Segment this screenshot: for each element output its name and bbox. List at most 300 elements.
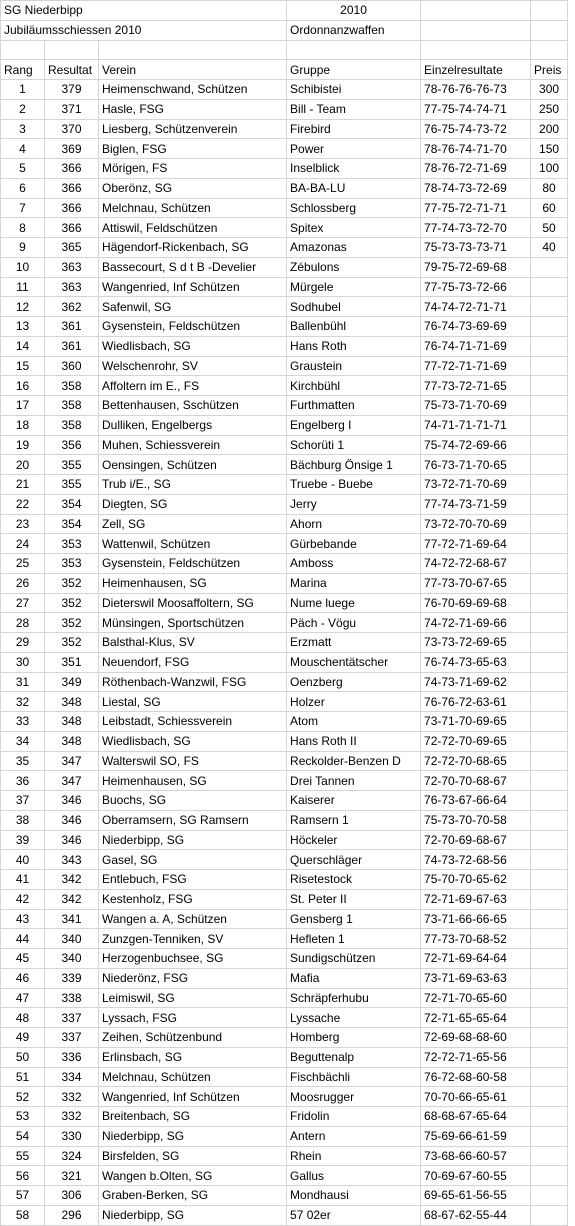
singles-cell[interactable]: 72-71-69-64-64 xyxy=(421,949,531,969)
rank-cell[interactable]: 47 xyxy=(1,988,45,1008)
group-cell[interactable]: Höckeler xyxy=(287,830,421,850)
header-singles[interactable]: Einzelresultate xyxy=(421,60,531,80)
rank-cell[interactable]: 54 xyxy=(1,1126,45,1146)
result-cell[interactable]: 337 xyxy=(45,1028,99,1048)
group-cell[interactable]: Hans Roth II xyxy=(287,731,421,751)
prize-cell[interactable] xyxy=(531,356,568,376)
result-cell[interactable]: 358 xyxy=(45,396,99,416)
result-cell[interactable]: 347 xyxy=(45,751,99,771)
rank-cell[interactable]: 21 xyxy=(1,475,45,495)
result-cell[interactable]: 296 xyxy=(45,1205,99,1225)
group-cell[interactable]: Fischbächli xyxy=(287,1067,421,1087)
singles-cell[interactable]: 76-74-73-65-63 xyxy=(421,652,531,672)
group-cell[interactable]: Moosrugger xyxy=(287,1087,421,1107)
club-cell[interactable]: Wangen b.Olten, SG xyxy=(99,1166,287,1186)
singles-cell[interactable]: 72-71-65-65-64 xyxy=(421,1008,531,1028)
result-cell[interactable]: 337 xyxy=(45,1008,99,1028)
singles-cell[interactable]: 77-72-71-69-64 xyxy=(421,534,531,554)
rank-cell[interactable]: 30 xyxy=(1,652,45,672)
club-cell[interactable]: Oberramsern, SG Ramsern xyxy=(99,810,287,830)
club-cell[interactable]: Niederbipp, SG xyxy=(99,1126,287,1146)
singles-cell[interactable]: 75-73-73-73-71 xyxy=(421,238,531,258)
singles-cell[interactable]: 69-65-61-56-55 xyxy=(421,1186,531,1206)
prize-cell[interactable] xyxy=(531,494,568,514)
group-cell[interactable]: Hans Roth xyxy=(287,336,421,356)
group-cell[interactable]: Nume luege xyxy=(287,593,421,613)
club-cell[interactable]: Niederbipp, SG xyxy=(99,1205,287,1225)
group-cell[interactable]: Querschläger xyxy=(287,850,421,870)
rank-cell[interactable]: 24 xyxy=(1,534,45,554)
singles-cell[interactable]: 77-72-71-71-69 xyxy=(421,356,531,376)
prize-cell[interactable] xyxy=(531,534,568,554)
group-cell[interactable]: Kirchbühl xyxy=(287,376,421,396)
result-cell[interactable]: 347 xyxy=(45,771,99,791)
singles-cell[interactable]: 73-72-70-70-69 xyxy=(421,514,531,534)
rank-cell[interactable]: 49 xyxy=(1,1028,45,1048)
club-cell[interactable]: Wiedlisbach, SG xyxy=(99,336,287,356)
rank-cell[interactable]: 8 xyxy=(1,218,45,238)
empty-cell[interactable] xyxy=(287,40,421,60)
empty-cell[interactable] xyxy=(531,40,568,60)
prize-cell[interactable] xyxy=(531,435,568,455)
rank-cell[interactable]: 22 xyxy=(1,494,45,514)
result-cell[interactable]: 341 xyxy=(45,909,99,929)
singles-cell[interactable]: 77-74-73-72-70 xyxy=(421,218,531,238)
club-cell[interactable]: Wangenried, Inf Schützen xyxy=(99,277,287,297)
group-cell[interactable]: Marina xyxy=(287,573,421,593)
prize-cell[interactable] xyxy=(531,573,568,593)
club-cell[interactable]: Entlebuch, FSG xyxy=(99,870,287,890)
prize-cell[interactable] xyxy=(531,870,568,890)
result-cell[interactable]: 361 xyxy=(45,317,99,337)
group-cell[interactable]: Inselblick xyxy=(287,159,421,179)
singles-cell[interactable]: 73-71-66-66-65 xyxy=(421,909,531,929)
rank-cell[interactable]: 9 xyxy=(1,238,45,258)
group-cell[interactable]: Hefleten 1 xyxy=(287,929,421,949)
singles-cell[interactable]: 75-73-70-70-58 xyxy=(421,810,531,830)
club-cell[interactable]: Niederbipp, SG xyxy=(99,830,287,850)
prize-cell[interactable] xyxy=(531,376,568,396)
club-cell[interactable]: Gysenstein, Feldschützen xyxy=(99,317,287,337)
rank-cell[interactable]: 25 xyxy=(1,554,45,574)
group-cell[interactable]: Bill - Team xyxy=(287,99,421,119)
result-cell[interactable]: 348 xyxy=(45,731,99,751)
group-cell[interactable]: Ramsern 1 xyxy=(287,810,421,830)
empty-cell[interactable] xyxy=(531,20,568,40)
result-cell[interactable]: 371 xyxy=(45,99,99,119)
club-cell[interactable]: Birsfelden, SG xyxy=(99,1146,287,1166)
rank-cell[interactable]: 43 xyxy=(1,909,45,929)
rank-cell[interactable]: 16 xyxy=(1,376,45,396)
empty-cell[interactable] xyxy=(421,40,531,60)
group-cell[interactable]: Ahorn xyxy=(287,514,421,534)
prize-cell[interactable] xyxy=(531,889,568,909)
rank-cell[interactable]: 18 xyxy=(1,415,45,435)
rank-cell[interactable]: 42 xyxy=(1,889,45,909)
singles-cell[interactable]: 76-75-74-73-72 xyxy=(421,119,531,139)
club-cell[interactable]: Balsthal-Klus, SV xyxy=(99,633,287,653)
rank-cell[interactable]: 27 xyxy=(1,593,45,613)
header-prize[interactable]: Preis xyxy=(531,60,568,80)
group-cell[interactable]: Jerry xyxy=(287,494,421,514)
prize-cell[interactable] xyxy=(531,554,568,574)
rank-cell[interactable]: 38 xyxy=(1,810,45,830)
group-cell[interactable]: Gensberg 1 xyxy=(287,909,421,929)
rank-cell[interactable]: 17 xyxy=(1,396,45,416)
singles-cell[interactable]: 76-72-68-60-58 xyxy=(421,1067,531,1087)
prize-cell[interactable] xyxy=(531,771,568,791)
club-cell[interactable]: Heimenhausen, SG xyxy=(99,771,287,791)
club-cell[interactable]: Welschenrohr, SV xyxy=(99,356,287,376)
empty-cell[interactable] xyxy=(421,1,531,21)
club-cell[interactable]: Safenwil, SG xyxy=(99,297,287,317)
club-cell[interactable]: Dieterswil Moosaffoltern, SG xyxy=(99,593,287,613)
empty-cell[interactable] xyxy=(531,1,568,21)
club-cell[interactable]: Affoltern im E., FS xyxy=(99,376,287,396)
club-cell[interactable]: Wangen a. A, Schützen xyxy=(99,909,287,929)
result-cell[interactable]: 349 xyxy=(45,672,99,692)
rank-cell[interactable]: 57 xyxy=(1,1186,45,1206)
prize-cell[interactable] xyxy=(531,712,568,732)
group-cell[interactable]: Kaiserer xyxy=(287,791,421,811)
result-cell[interactable]: 346 xyxy=(45,830,99,850)
prize-cell[interactable] xyxy=(531,455,568,475)
prize-cell[interactable] xyxy=(531,257,568,277)
club-cell[interactable]: Heimenhausen, SG xyxy=(99,573,287,593)
singles-cell[interactable]: 77-74-73-71-59 xyxy=(421,494,531,514)
prize-cell[interactable] xyxy=(531,613,568,633)
result-cell[interactable]: 358 xyxy=(45,415,99,435)
club-cell[interactable]: Herzogenbuchsee, SG xyxy=(99,949,287,969)
result-cell[interactable]: 352 xyxy=(45,573,99,593)
rank-cell[interactable]: 3 xyxy=(1,119,45,139)
prize-cell[interactable] xyxy=(531,830,568,850)
singles-cell[interactable]: 78-76-72-71-69 xyxy=(421,159,531,179)
rank-cell[interactable]: 5 xyxy=(1,159,45,179)
group-cell[interactable]: Schlossberg xyxy=(287,198,421,218)
club-cell[interactable]: Leimiswil, SG xyxy=(99,988,287,1008)
group-cell[interactable]: Päch - Vögu xyxy=(287,613,421,633)
singles-cell[interactable]: 70-70-66-65-61 xyxy=(421,1087,531,1107)
rank-cell[interactable]: 41 xyxy=(1,870,45,890)
rank-cell[interactable]: 20 xyxy=(1,455,45,475)
result-cell[interactable]: 321 xyxy=(45,1166,99,1186)
result-cell[interactable]: 324 xyxy=(45,1146,99,1166)
singles-cell[interactable]: 72-72-70-68-65 xyxy=(421,751,531,771)
result-cell[interactable]: 339 xyxy=(45,968,99,988)
rank-cell[interactable]: 6 xyxy=(1,178,45,198)
result-cell[interactable]: 352 xyxy=(45,593,99,613)
result-cell[interactable]: 332 xyxy=(45,1107,99,1127)
singles-cell[interactable]: 72-70-69-68-67 xyxy=(421,830,531,850)
rank-cell[interactable]: 15 xyxy=(1,356,45,376)
group-cell[interactable]: Spitex xyxy=(287,218,421,238)
club-cell[interactable]: Graben-Berken, SG xyxy=(99,1186,287,1206)
club-cell[interactable]: Buochs, SG xyxy=(99,791,287,811)
singles-cell[interactable]: 75-74-72-69-66 xyxy=(421,435,531,455)
singles-cell[interactable]: 75-69-66-61-59 xyxy=(421,1126,531,1146)
result-cell[interactable]: 366 xyxy=(45,218,99,238)
rank-cell[interactable]: 56 xyxy=(1,1166,45,1186)
result-cell[interactable]: 340 xyxy=(45,949,99,969)
group-cell[interactable]: Schorüti 1 xyxy=(287,435,421,455)
club-cell[interactable]: Neuendorf, FSG xyxy=(99,652,287,672)
singles-cell[interactable]: 77-75-74-74-71 xyxy=(421,99,531,119)
prize-cell[interactable] xyxy=(531,1008,568,1028)
result-cell[interactable]: 354 xyxy=(45,494,99,514)
prize-cell[interactable] xyxy=(531,1126,568,1146)
rank-cell[interactable]: 37 xyxy=(1,791,45,811)
prize-cell[interactable] xyxy=(531,1166,568,1186)
singles-cell[interactable]: 73-72-71-70-69 xyxy=(421,475,531,495)
rank-cell[interactable]: 10 xyxy=(1,257,45,277)
club-cell[interactable]: Liestal, SG xyxy=(99,692,287,712)
prize-cell[interactable] xyxy=(531,692,568,712)
club-cell[interactable]: Oberönz, SG xyxy=(99,178,287,198)
group-cell[interactable]: Gallus xyxy=(287,1166,421,1186)
result-cell[interactable]: 370 xyxy=(45,119,99,139)
club-cell[interactable]: Münsingen, Sportschützen xyxy=(99,613,287,633)
rank-cell[interactable]: 55 xyxy=(1,1146,45,1166)
result-cell[interactable]: 346 xyxy=(45,810,99,830)
year-cell[interactable]: 2010 xyxy=(287,1,421,21)
club-cell[interactable]: Diegten, SG xyxy=(99,494,287,514)
club-cell[interactable]: Oensingen, Schützen xyxy=(99,455,287,475)
rank-cell[interactable]: 51 xyxy=(1,1067,45,1087)
rank-cell[interactable]: 4 xyxy=(1,139,45,159)
prize-cell[interactable] xyxy=(531,1047,568,1067)
prize-cell[interactable] xyxy=(531,475,568,495)
group-cell[interactable]: Lyssache xyxy=(287,1008,421,1028)
singles-cell[interactable]: 76-74-73-69-69 xyxy=(421,317,531,337)
singles-cell[interactable]: 76-73-71-70-65 xyxy=(421,455,531,475)
group-cell[interactable]: Beguttenalp xyxy=(287,1047,421,1067)
result-cell[interactable]: 358 xyxy=(45,376,99,396)
rank-cell[interactable]: 12 xyxy=(1,297,45,317)
club-cell[interactable]: Mörigen, FS xyxy=(99,159,287,179)
prize-cell[interactable] xyxy=(531,672,568,692)
result-cell[interactable]: 366 xyxy=(45,198,99,218)
category-cell[interactable]: Ordonnanzwaffen xyxy=(287,20,421,40)
prize-cell[interactable] xyxy=(531,1205,568,1225)
club-title[interactable]: SG Niederbipp xyxy=(1,1,287,21)
club-cell[interactable]: Zunzgen-Tenniken, SV xyxy=(99,929,287,949)
result-cell[interactable]: 343 xyxy=(45,850,99,870)
result-cell[interactable]: 334 xyxy=(45,1067,99,1087)
group-cell[interactable]: Oenzberg xyxy=(287,672,421,692)
rank-cell[interactable]: 52 xyxy=(1,1087,45,1107)
club-cell[interactable]: Kestenholz, FSG xyxy=(99,889,287,909)
prize-cell[interactable] xyxy=(531,415,568,435)
club-cell[interactable]: Biglen, FSG xyxy=(99,139,287,159)
singles-cell[interactable]: 73-73-72-69-65 xyxy=(421,633,531,653)
club-cell[interactable]: Attiswil, Feldschützen xyxy=(99,218,287,238)
rank-cell[interactable]: 11 xyxy=(1,277,45,297)
group-cell[interactable]: Ballenbühl xyxy=(287,317,421,337)
result-cell[interactable]: 351 xyxy=(45,652,99,672)
singles-cell[interactable]: 74-72-71-69-66 xyxy=(421,613,531,633)
result-cell[interactable]: 362 xyxy=(45,297,99,317)
singles-cell[interactable]: 76-73-67-66-64 xyxy=(421,791,531,811)
prize-cell[interactable] xyxy=(531,1146,568,1166)
singles-cell[interactable]: 70-69-67-60-55 xyxy=(421,1166,531,1186)
rank-cell[interactable]: 50 xyxy=(1,1047,45,1067)
prize-cell[interactable] xyxy=(531,810,568,830)
group-cell[interactable]: Drei Tannen xyxy=(287,771,421,791)
result-cell[interactable]: 366 xyxy=(45,178,99,198)
group-cell[interactable]: St. Peter II xyxy=(287,889,421,909)
result-cell[interactable]: 354 xyxy=(45,514,99,534)
result-cell[interactable]: 342 xyxy=(45,870,99,890)
group-cell[interactable]: Homberg xyxy=(287,1028,421,1048)
group-cell[interactable]: Graustein xyxy=(287,356,421,376)
singles-cell[interactable]: 74-71-71-71-71 xyxy=(421,415,531,435)
group-cell[interactable]: Atom xyxy=(287,712,421,732)
header-club[interactable]: Verein xyxy=(99,60,287,80)
result-cell[interactable]: 360 xyxy=(45,356,99,376)
rank-cell[interactable]: 14 xyxy=(1,336,45,356)
prize-cell[interactable] xyxy=(531,297,568,317)
singles-cell[interactable]: 75-70-70-65-62 xyxy=(421,870,531,890)
group-cell[interactable]: Furthmatten xyxy=(287,396,421,416)
prize-cell[interactable] xyxy=(531,791,568,811)
result-cell[interactable]: 348 xyxy=(45,712,99,732)
club-cell[interactable]: Bettenhausen, Sschützen xyxy=(99,396,287,416)
result-cell[interactable]: 352 xyxy=(45,613,99,633)
rank-cell[interactable]: 34 xyxy=(1,731,45,751)
rank-cell[interactable]: 48 xyxy=(1,1008,45,1028)
club-cell[interactable]: Gasel, SG xyxy=(99,850,287,870)
prize-cell[interactable] xyxy=(531,1107,568,1127)
result-cell[interactable]: 336 xyxy=(45,1047,99,1067)
empty-cell[interactable] xyxy=(45,40,99,60)
singles-cell[interactable]: 74-72-72-68-67 xyxy=(421,554,531,574)
group-cell[interactable]: Erzmatt xyxy=(287,633,421,653)
club-cell[interactable]: Erlinsbach, SG xyxy=(99,1047,287,1067)
club-cell[interactable]: Gysenstein, Feldschützen xyxy=(99,554,287,574)
empty-cell[interactable] xyxy=(1,40,45,60)
rank-cell[interactable]: 26 xyxy=(1,573,45,593)
singles-cell[interactable]: 77-75-73-72-66 xyxy=(421,277,531,297)
rank-cell[interactable]: 2 xyxy=(1,99,45,119)
prize-cell[interactable] xyxy=(531,1087,568,1107)
singles-cell[interactable]: 68-68-67-65-64 xyxy=(421,1107,531,1127)
club-cell[interactable]: Niederönz, FSG xyxy=(99,968,287,988)
singles-cell[interactable]: 72-69-68-68-60 xyxy=(421,1028,531,1048)
group-cell[interactable]: Mondhausi xyxy=(287,1186,421,1206)
prize-cell[interactable] xyxy=(531,929,568,949)
club-cell[interactable]: Lyssach, FSG xyxy=(99,1008,287,1028)
prize-cell[interactable] xyxy=(531,988,568,1008)
result-cell[interactable]: 346 xyxy=(45,791,99,811)
group-cell[interactable]: Holzer xyxy=(287,692,421,712)
empty-cell[interactable] xyxy=(421,20,531,40)
result-cell[interactable]: 332 xyxy=(45,1087,99,1107)
singles-cell[interactable]: 72-71-69-67-63 xyxy=(421,889,531,909)
prize-cell[interactable]: 50 xyxy=(531,218,568,238)
club-cell[interactable]: Röthenbach-Wanzwil, FSG xyxy=(99,672,287,692)
rank-cell[interactable]: 31 xyxy=(1,672,45,692)
singles-cell[interactable]: 78-76-76-76-73 xyxy=(421,80,531,100)
singles-cell[interactable]: 74-73-71-69-62 xyxy=(421,672,531,692)
singles-cell[interactable]: 77-73-72-71-65 xyxy=(421,376,531,396)
club-cell[interactable]: Melchnau, Schützen xyxy=(99,1067,287,1087)
singles-cell[interactable]: 72-72-70-69-65 xyxy=(421,731,531,751)
group-cell[interactable]: Risetestock xyxy=(287,870,421,890)
group-cell[interactable]: 57 02er xyxy=(287,1205,421,1225)
club-cell[interactable]: Wiedlisbach, SG xyxy=(99,731,287,751)
group-cell[interactable]: Zébulons xyxy=(287,257,421,277)
club-cell[interactable]: Melchnau, Schützen xyxy=(99,198,287,218)
club-cell[interactable]: Muhen, Schiessverein xyxy=(99,435,287,455)
prize-cell[interactable] xyxy=(531,1067,568,1087)
prize-cell[interactable] xyxy=(531,968,568,988)
group-cell[interactable]: Rhein xyxy=(287,1146,421,1166)
result-cell[interactable]: 366 xyxy=(45,159,99,179)
rank-cell[interactable]: 33 xyxy=(1,712,45,732)
singles-cell[interactable]: 77-75-72-71-71 xyxy=(421,198,531,218)
rank-cell[interactable]: 13 xyxy=(1,317,45,337)
rank-cell[interactable]: 23 xyxy=(1,514,45,534)
prize-cell[interactable]: 200 xyxy=(531,119,568,139)
group-cell[interactable]: Schräpferhubu xyxy=(287,988,421,1008)
club-cell[interactable]: Bassecourt, S d t B -Develier xyxy=(99,257,287,277)
result-cell[interactable]: 353 xyxy=(45,534,99,554)
singles-cell[interactable]: 72-71-70-65-60 xyxy=(421,988,531,1008)
prize-cell[interactable]: 60 xyxy=(531,198,568,218)
singles-cell[interactable]: 76-76-72-63-61 xyxy=(421,692,531,712)
rank-cell[interactable]: 45 xyxy=(1,949,45,969)
result-cell[interactable]: 342 xyxy=(45,889,99,909)
rank-cell[interactable]: 36 xyxy=(1,771,45,791)
header-rank[interactable]: Rang xyxy=(1,60,45,80)
club-cell[interactable]: Liesberg, Schützenverein xyxy=(99,119,287,139)
result-cell[interactable]: 363 xyxy=(45,257,99,277)
club-cell[interactable]: Trub i/E., SG xyxy=(99,475,287,495)
prize-cell[interactable] xyxy=(531,593,568,613)
group-cell[interactable]: BA-BA-LU xyxy=(287,178,421,198)
club-cell[interactable]: Zell, SG xyxy=(99,514,287,534)
singles-cell[interactable]: 74-73-72-68-56 xyxy=(421,850,531,870)
group-cell[interactable]: Fridolin xyxy=(287,1107,421,1127)
singles-cell[interactable]: 79-75-72-69-68 xyxy=(421,257,531,277)
club-cell[interactable]: Leibstadt, Schiessverein xyxy=(99,712,287,732)
group-cell[interactable]: Power xyxy=(287,139,421,159)
club-cell[interactable]: Breitenbach, SG xyxy=(99,1107,287,1127)
singles-cell[interactable]: 73-71-69-63-63 xyxy=(421,968,531,988)
prize-cell[interactable] xyxy=(531,1028,568,1048)
rank-cell[interactable]: 28 xyxy=(1,613,45,633)
singles-cell[interactable]: 72-72-71-65-56 xyxy=(421,1047,531,1067)
result-cell[interactable]: 306 xyxy=(45,1186,99,1206)
result-cell[interactable]: 365 xyxy=(45,238,99,258)
header-group[interactable]: Gruppe xyxy=(287,60,421,80)
group-cell[interactable]: Sundigschützen xyxy=(287,949,421,969)
singles-cell[interactable]: 73-71-70-69-65 xyxy=(421,712,531,732)
singles-cell[interactable]: 76-74-71-71-69 xyxy=(421,336,531,356)
prize-cell[interactable] xyxy=(531,1186,568,1206)
club-cell[interactable]: Zeihen, Schützenbund xyxy=(99,1028,287,1048)
singles-cell[interactable]: 75-73-71-70-69 xyxy=(421,396,531,416)
club-cell[interactable]: Walterswil SO, FS xyxy=(99,751,287,771)
rank-cell[interactable]: 29 xyxy=(1,633,45,653)
club-cell[interactable]: Heimenschwand, Schützen xyxy=(99,80,287,100)
prize-cell[interactable]: 100 xyxy=(531,159,568,179)
prize-cell[interactable] xyxy=(531,277,568,297)
singles-cell[interactable]: 74-74-72-71-71 xyxy=(421,297,531,317)
group-cell[interactable]: Sodhubel xyxy=(287,297,421,317)
group-cell[interactable]: Amazonas xyxy=(287,238,421,258)
